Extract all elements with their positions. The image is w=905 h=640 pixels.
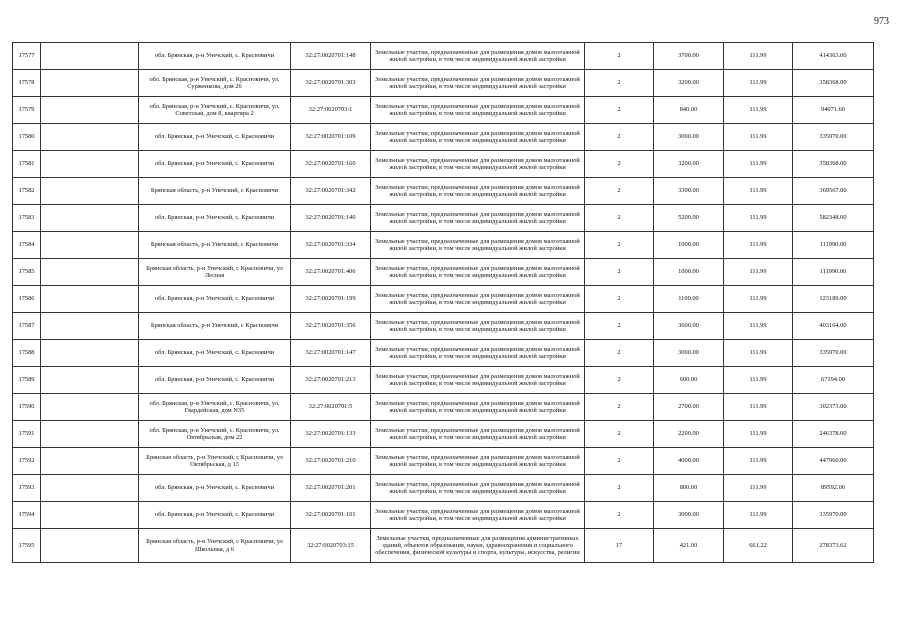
empty-cell (41, 259, 139, 286)
row-number-cell: 17595 (13, 529, 41, 563)
cadastral-value-cell: 358368.00 (793, 70, 874, 97)
group-cell: 2 (585, 340, 654, 367)
table-row (13, 124, 874, 151)
cadastral-value-cell: 94071.60 (793, 97, 874, 124)
land-use-cell: Земельные участки, предназначенные для размещения домов малоэтажной жилой застройки, в том числе индивидуальной жилой застройки (371, 448, 585, 475)
cadastral-number-cell: 32:27:0020701:109 (291, 124, 371, 151)
address-cell: обл. Брянская, р-н Унечский, с. Красновичи (139, 475, 291, 502)
cadastral-number-cell: 32:27:0020703:1 (291, 97, 371, 124)
land-use-cell: Земельные участки, предназначенные для размещения домов малоэтажной жилой застройки, в том числе индивидуальной жилой застройки (371, 340, 585, 367)
group-cell: 2 (585, 367, 654, 394)
land-use-cell: Земельные участки, предназначенные для размещения домов малоэтажной жилой застройки, в том числе индивидуальной жилой застройки (371, 367, 585, 394)
row-number-cell: 17591 (13, 421, 41, 448)
address-cell: обл. Брянская, р-н Унечский, с. Красновичи, ул. Советская, дом 8, квартира 2 (139, 97, 291, 124)
specific-value-cell: 661.22 (724, 529, 793, 563)
cadastral-number-cell: 32:27:0020701:201 (291, 475, 371, 502)
specific-value-cell: 111.99 (724, 97, 793, 124)
cadastral-number-cell: 32:27:0020701:342 (291, 178, 371, 205)
specific-value-cell: 111.99 (724, 70, 793, 97)
empty-cell (41, 124, 139, 151)
area-cell: 600.00 (654, 367, 724, 394)
land-use-cell: Земельные участки, предназначенные для размещения домов малоэтажной жилой застройки, в том числе индивидуальной жилой застройки (371, 259, 585, 286)
cadastral-value-cell: 67194.00 (793, 367, 874, 394)
area-cell: 5200.00 (654, 205, 724, 232)
group-cell: 2 (585, 259, 654, 286)
empty-cell (41, 475, 139, 502)
group-cell: 2 (585, 502, 654, 529)
empty-cell (41, 97, 139, 124)
address-cell: обл. Брянская, р-н Унечский, с. Красновичи, ул. Октябрьская, дом 22 (139, 421, 291, 448)
empty-cell (41, 421, 139, 448)
cadastral-number-cell: 32:27:0020701:406 (291, 259, 371, 286)
cadastral-number-cell: 32:27:0020701:5 (291, 394, 371, 421)
row-number-cell: 17582 (13, 178, 41, 205)
table-row (13, 205, 874, 232)
cadastral-number-cell: 32:27:0020701:147 (291, 340, 371, 367)
area-cell: 4000.00 (654, 448, 724, 475)
empty-cell (41, 205, 139, 232)
row-number-cell: 17583 (13, 205, 41, 232)
specific-value-cell: 111.99 (724, 286, 793, 313)
address-cell: Брянская область, р-н Унечский, с Красновичи (139, 178, 291, 205)
empty-cell (41, 502, 139, 529)
table-row (13, 529, 874, 563)
area-cell: 2700.00 (654, 394, 724, 421)
specific-value-cell: 111.99 (724, 475, 793, 502)
area-cell: 3000.00 (654, 124, 724, 151)
cadastral-number-cell: 32:27:0020701:356 (291, 313, 371, 340)
cadastral-value-cell: 358368.00 (793, 151, 874, 178)
address-cell: Брянская область, р-н Унечский, с Красновичи, ул Лесная (139, 259, 291, 286)
empty-cell (41, 43, 139, 70)
table-row (13, 313, 874, 340)
group-cell: 2 (585, 232, 654, 259)
group-cell: 2 (585, 205, 654, 232)
cadastral-number-cell: 32:27:0020701:148 (291, 43, 371, 70)
land-use-cell: Земельные участки, предназначенные для размещения домов малоэтажной жилой застройки, в том числе индивидуальной жилой застройки (371, 475, 585, 502)
area-cell: 3000.00 (654, 340, 724, 367)
cadastral-value-cell: 335970.00 (793, 124, 874, 151)
specific-value-cell: 111.99 (724, 151, 793, 178)
table-row (13, 259, 874, 286)
area-cell: 3700.00 (654, 43, 724, 70)
land-use-cell: Земельные участки, предназначенные для размещения домов малоэтажной жилой застройки, в том числе индивидуальной жилой застройки (371, 124, 585, 151)
table-row (13, 448, 874, 475)
empty-cell (41, 367, 139, 394)
address-cell: обл. Брянская, р-н Унечский, с. Красновичи (139, 205, 291, 232)
empty-cell (41, 178, 139, 205)
address-cell: обл. Брянская, р-н Унечский, с. Красновичи (139, 367, 291, 394)
address-cell: обл. Брянская, р-н Унечский, с. Красновичи (139, 124, 291, 151)
empty-cell (41, 151, 139, 178)
land-use-cell: Земельные участки, предназначенные для размещения домов малоэтажной жилой застройки, в том числе индивидуальной жилой застройки (371, 421, 585, 448)
empty-cell (41, 70, 139, 97)
cadastral-number-cell: 32:27:0020701:210 (291, 448, 371, 475)
specific-value-cell: 111.99 (724, 259, 793, 286)
row-number-cell: 17578 (13, 70, 41, 97)
cadastral-value-cell: 335970.00 (793, 502, 874, 529)
row-number-cell: 17589 (13, 367, 41, 394)
cadastral-number-cell: 32:27:0020701:303 (291, 70, 371, 97)
specific-value-cell: 111.99 (724, 340, 793, 367)
address-cell: обл. Брянская, р-н Унечский, с. Красновичи, ул. Гвардейская, дом N35 (139, 394, 291, 421)
cadastral-value-cell: 123189.00 (793, 286, 874, 313)
row-number-cell: 17586 (13, 286, 41, 313)
address-cell: обл. Брянская, р-н Унечский, с. Красновичи (139, 151, 291, 178)
group-cell: 17 (585, 529, 654, 563)
specific-value-cell: 111.99 (724, 367, 793, 394)
empty-cell (41, 529, 139, 563)
land-use-cell: Земельные участки, предназначенные для размещения административных зданий, объектов образования, науки, здравоохранения и социального обеспечения, физической культуры и спорта, культуры, искусства, религии (371, 529, 585, 563)
land-use-cell: Земельные участки, предназначенные для размещения домов малоэтажной жилой застройки, в том числе индивидуальной жилой застройки (371, 97, 585, 124)
cadastral-value-cell: 369567.00 (793, 178, 874, 205)
address-cell: обл. Брянская, р-н Унечский, с. Красновичи (139, 43, 291, 70)
cadastral-value-cell: 302373.00 (793, 394, 874, 421)
table-row (13, 97, 874, 124)
cadastral-value-cell: 111990.00 (793, 232, 874, 259)
land-use-cell: Земельные участки, предназначенные для размещения домов малоэтажной жилой застройки, в том числе индивидуальной жилой застройки (371, 178, 585, 205)
row-number-cell: 17581 (13, 151, 41, 178)
cadastral-value-cell: 335970.00 (793, 340, 874, 367)
table-row (13, 286, 874, 313)
row-number-cell: 17585 (13, 259, 41, 286)
table-row (13, 232, 874, 259)
group-cell: 2 (585, 475, 654, 502)
area-cell: 840.00 (654, 97, 724, 124)
group-cell: 2 (585, 124, 654, 151)
group-cell: 2 (585, 97, 654, 124)
empty-cell (41, 313, 139, 340)
specific-value-cell: 111.99 (724, 313, 793, 340)
land-use-cell: Земельные участки, предназначенные для размещения домов малоэтажной жилой застройки, в том числе индивидуальной жилой застройки (371, 313, 585, 340)
specific-value-cell: 111.99 (724, 502, 793, 529)
area-cell: 3200.00 (654, 151, 724, 178)
area-cell: 800.00 (654, 475, 724, 502)
area-cell: 3600.00 (654, 313, 724, 340)
row-number-cell: 17584 (13, 232, 41, 259)
cadastral-value-cell: 582348.00 (793, 205, 874, 232)
area-cell: 3300.00 (654, 178, 724, 205)
cadastral-number-cell: 32:27:0020701:101 (291, 502, 371, 529)
address-cell: Брянская область, р-н Унечский, с Красновичи, ул Октябрьская, д 13 (139, 448, 291, 475)
address-cell: обл. Брянская, р-н Унечский, с. Красновичи (139, 286, 291, 313)
row-number-cell: 17577 (13, 43, 41, 70)
specific-value-cell: 111.99 (724, 205, 793, 232)
cadastral-number-cell: 32:27:0020701:199 (291, 286, 371, 313)
cadastral-number-cell: 32:27:0020701:160 (291, 151, 371, 178)
table-row (13, 475, 874, 502)
land-use-cell: Земельные участки, предназначенные для размещения домов малоэтажной жилой застройки, в том числе индивидуальной жилой застройки (371, 394, 585, 421)
table-row (13, 178, 874, 205)
table-row (13, 43, 874, 70)
table-row (13, 394, 874, 421)
page-number: 973 (874, 16, 889, 27)
group-cell: 2 (585, 151, 654, 178)
cadastral-value-cell: 414363.00 (793, 43, 874, 70)
row-number-cell: 17588 (13, 340, 41, 367)
cadastral-number-cell: 32:27:0020701:334 (291, 232, 371, 259)
specific-value-cell: 111.99 (724, 394, 793, 421)
land-use-cell: Земельные участки, предназначенные для размещения домов малоэтажной жилой застройки, в том числе индивидуальной жилой застройки (371, 286, 585, 313)
cadastral-value-cell: 403164.00 (793, 313, 874, 340)
row-number-cell: 17594 (13, 502, 41, 529)
table-row (13, 421, 874, 448)
specific-value-cell: 111.99 (724, 232, 793, 259)
table-row (13, 502, 874, 529)
row-number-cell: 17580 (13, 124, 41, 151)
land-use-cell: Земельные участки, предназначенные для размещения домов малоэтажной жилой застройки, в том числе индивидуальной жилой застройки (371, 70, 585, 97)
empty-cell (41, 286, 139, 313)
area-cell: 1000.00 (654, 232, 724, 259)
area-cell: 2200.00 (654, 421, 724, 448)
group-cell: 2 (585, 70, 654, 97)
cadastral-number-cell: 32:27:0020701:133 (291, 421, 371, 448)
address-cell: Брянская область, р-н Унечский, с Красновичи (139, 313, 291, 340)
land-use-cell: Земельные участки, предназначенные для размещения домов малоэтажной жилой застройки, в том числе индивидуальной жилой застройки (371, 232, 585, 259)
cadastral-number-cell: 32:27:0020701:213 (291, 367, 371, 394)
address-cell: обл. Брянская, р-н Унечский, с. Красновичи, ул. Сурженкова, дом 26 (139, 70, 291, 97)
empty-cell (41, 232, 139, 259)
cadastral-value-cell: 447960.00 (793, 448, 874, 475)
address-cell: Брянская область, р-н Унечский, с Красновичи, ул Школьная, д 6 (139, 529, 291, 563)
land-use-cell: Земельные участки, предназначенные для размещения домов малоэтажной жилой застройки, в том числе индивидуальной жилой застройки (371, 151, 585, 178)
group-cell: 2 (585, 286, 654, 313)
row-number-cell: 17592 (13, 448, 41, 475)
area-cell: 3200.00 (654, 70, 724, 97)
empty-cell (41, 394, 139, 421)
table-row (13, 70, 874, 97)
empty-cell (41, 448, 139, 475)
specific-value-cell: 111.99 (724, 124, 793, 151)
specific-value-cell: 111.99 (724, 178, 793, 205)
specific-value-cell: 111.99 (724, 448, 793, 475)
cadastral-value-cell: 89592.00 (793, 475, 874, 502)
address-cell: обл. Брянская, р-н Унечский, с. Красновичи (139, 340, 291, 367)
group-cell: 2 (585, 394, 654, 421)
row-number-cell: 17590 (13, 394, 41, 421)
cadastral-value-cell: 278373.62 (793, 529, 874, 563)
land-use-cell: Земельные участки, предназначенные для размещения домов малоэтажной жилой застройки, в том числе индивидуальной жилой застройки (371, 502, 585, 529)
area-cell: 1100.00 (654, 286, 724, 313)
address-cell: Брянская область, р-н Унечский, с Красновичи (139, 232, 291, 259)
group-cell: 2 (585, 178, 654, 205)
row-number-cell: 17579 (13, 97, 41, 124)
area-cell: 421.00 (654, 529, 724, 563)
specific-value-cell: 111.99 (724, 421, 793, 448)
group-cell: 2 (585, 43, 654, 70)
cadastral-number-cell: 32:27:0020701:140 (291, 205, 371, 232)
cadastral-value-cell: 246378.00 (793, 421, 874, 448)
area-cell: 1000.00 (654, 259, 724, 286)
empty-cell (41, 340, 139, 367)
address-cell: обл. Брянская, р-н Унечский, с. Красновичи (139, 502, 291, 529)
group-cell: 2 (585, 448, 654, 475)
area-cell: 3000.00 (654, 502, 724, 529)
cadastral-number-cell: 32:27:0020703:15 (291, 529, 371, 563)
table-row (13, 367, 874, 394)
table-row (13, 151, 874, 178)
cadastral-value-table (12, 42, 874, 563)
cadastral-value-cell: 111990.00 (793, 259, 874, 286)
table-row (13, 340, 874, 367)
group-cell: 2 (585, 313, 654, 340)
row-number-cell: 17587 (13, 313, 41, 340)
table-body (13, 43, 874, 563)
group-cell: 2 (585, 421, 654, 448)
land-use-cell: Земельные участки, предназначенные для размещения домов малоэтажной жилой застройки, в том числе индивидуальной жилой застройки (371, 43, 585, 70)
specific-value-cell: 111.99 (724, 43, 793, 70)
row-number-cell: 17593 (13, 475, 41, 502)
land-use-cell: Земельные участки, предназначенные для размещения домов малоэтажной жилой застройки, в том числе индивидуальной жилой застройки (371, 205, 585, 232)
